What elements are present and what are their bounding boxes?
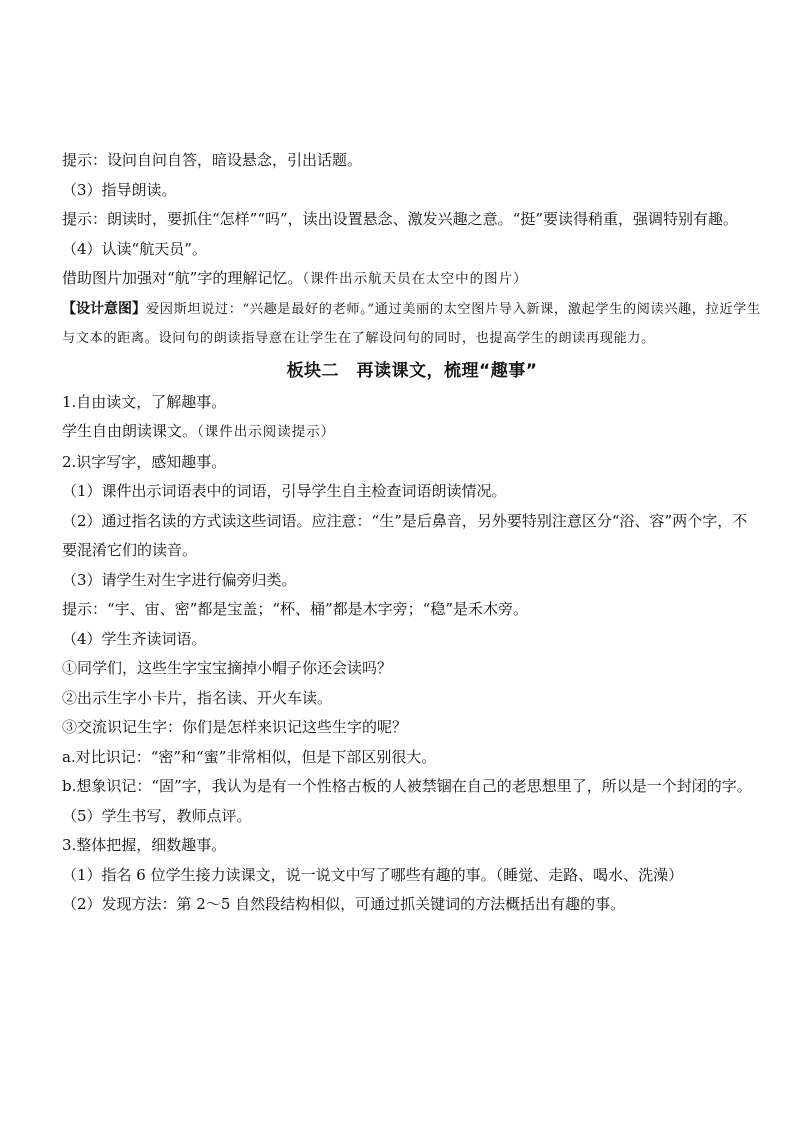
design-intent-tag: 【设计意图】	[62, 300, 146, 317]
step-3-heading: （3）指导朗读。	[62, 180, 177, 199]
picture-memory-paragraph	[62, 264, 762, 295]
picture-note: （课件出示航天员在太空中的图片）	[302, 271, 528, 287]
hint-paragraph-2: 提示：朗读时，要抓住“怎样”“吗”，读出设置悬念、激发兴趣之意。“挺”要读得稍重，强调特别有趣。	[62, 210, 739, 228]
design-intent-paragraph	[62, 295, 762, 354]
item-3-1: （1）指名 6 位学生接力读课文，说一说文中写了哪些有趣的事。（睡觉、走路、喝水、洗澡）	[62, 865, 684, 884]
document-page	[62, 146, 762, 920]
item-2-2: （2）通过指名读的方式读这些词语。应注意：“生”是后鼻音，另外要特别注意区分“浴、容”两个字，不要混淆它们的读音。	[62, 511, 748, 559]
item-1-note: （课件出示阅读提示）	[197, 424, 336, 440]
item-2-3-hint: 提示：“宇、宙、密”都是宝盖；“杯、桶”都是木字旁；“稳”是禾木旁。	[62, 600, 529, 618]
item-3-heading: 3.整体把握，细数趣事。	[62, 836, 227, 854]
item-2-4-c: ③交流识记生字：你们是怎样来识记这些生字的呢？	[62, 718, 408, 736]
item-3-2: （2）发现方法：第 2～5 自然段结构相似，可通过抓关键词的方法概括出有趣的事。	[62, 895, 626, 913]
item-2-3: （3）请学生对生字进行偏旁归类。	[62, 570, 297, 589]
item-1-paragraph	[62, 417, 762, 448]
item-2-heading: 2.识字写字，感知趣事。	[62, 452, 227, 471]
item-2-4: （4）学生齐读词语。	[62, 629, 207, 648]
step-4-heading: （4）认读“航天员”。	[62, 239, 207, 258]
design-intent-text: 爱因斯坦说过：“兴趣是最好的老师。”通过美丽的太空图片导入新课，激起学生的阅读兴趣，拉近学生与文本的距离。设问句的朗读指导意在让学生在了解设问句的同时，也提高学生的朗读再现能力。	[62, 301, 761, 346]
item-2-5: （5）学生书写，教师点评。	[62, 806, 252, 825]
picture-memory-text: 借助图片加强对“航”字的理解记忆。	[62, 269, 303, 287]
section-2-title: 板块二 再读课文，梳理“趣事”	[286, 360, 538, 381]
item-2-4-a: ①同学们，这些生字宝宝摘掉小帽子你还会读吗？	[62, 659, 393, 677]
item-2-4-b: ②出示生字小卡片，指名读、开火车读。	[62, 688, 333, 707]
item-2-4-c-a: a.对比识记：“密”和“蜜”非常相似，但是下部区别很大。	[62, 747, 437, 766]
hint-paragraph-1: 提示：设问自问自答，暗设悬念，引出话题。	[62, 151, 363, 169]
item-1-text: 学生自由朗读课文。	[62, 422, 198, 440]
item-2-4-c-b: b.想象识记：“固”字，我认为是有一个性格古板的人被禁锢在自己的老思想里了，所以是一个封闭的字。	[62, 777, 752, 795]
item-1-heading: 1.自由读文，了解趣事。	[62, 392, 227, 411]
item-2-1: （1）课件出示词语表中的词语，引导学生自主检查词语朗读情况。	[62, 482, 507, 500]
